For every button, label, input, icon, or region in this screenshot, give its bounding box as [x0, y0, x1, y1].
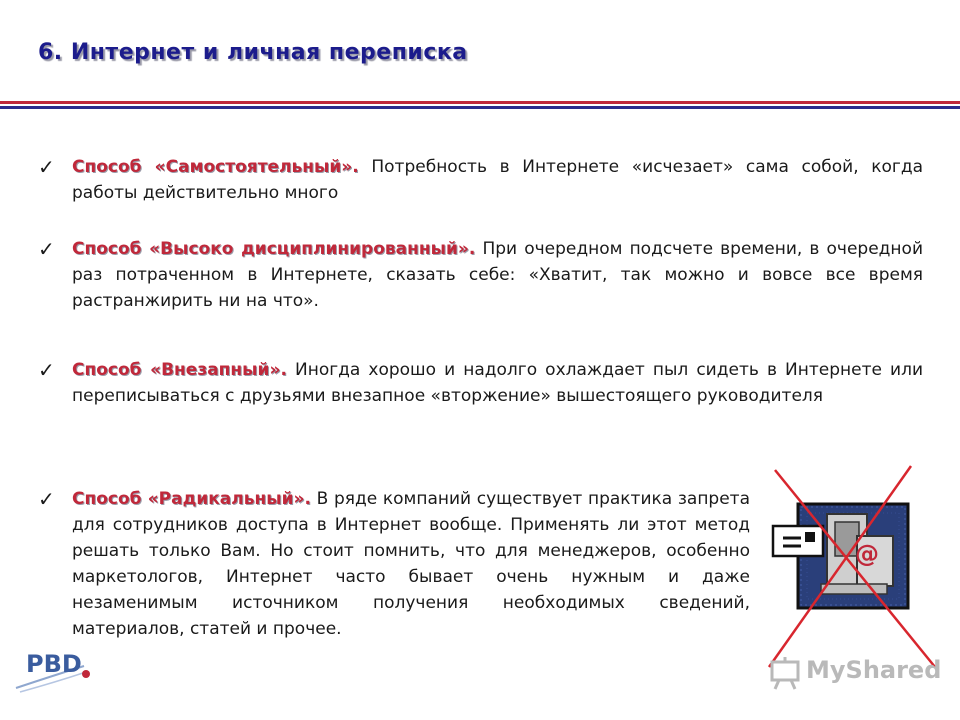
- internet-forbidden-illustration: [765, 462, 945, 672]
- pbd-logo: [12, 636, 92, 696]
- method-label: Способ «Внезапный».: [72, 360, 287, 380]
- list-item-text: [72, 486, 750, 642]
- presentation-icon: [770, 656, 800, 690]
- checkmark-icon: ✓: [38, 358, 55, 382]
- checkmark-icon: ✓: [38, 487, 55, 511]
- title-divider-blue: [0, 106, 960, 109]
- list-item: [38, 236, 923, 314]
- list-item-text: [72, 357, 923, 409]
- method-description: Иногда хорошо и надолго охлаждает пыл сидеть в Интернете или переписываться с друзьями внезапное «вторжение» вышестоящего руководителя: [72, 360, 923, 406]
- list-item-text: [72, 154, 923, 206]
- at-symbol: @: [855, 540, 879, 568]
- slide-title: 6. Интернет и личная переписка: [38, 40, 468, 65]
- title-divider-red: [0, 101, 960, 104]
- list-item-text: [72, 236, 923, 314]
- myshared-watermark: [770, 654, 940, 694]
- method-description: В ряде компаний существует практика запрета для сотрудников доступа в Интернет вообще. Применять ли этот метод решать только Вам. Но стоит помнить, что для менеджеров, особенно маркетологов, Интернет часто бывает очень нужным и даже незаменимым источником получения необходимых сведений, материалов, статей и прочее.: [72, 489, 750, 639]
- envelope-icon: [773, 526, 823, 556]
- method-label: Способ «Радикальный».: [72, 489, 311, 509]
- checkmark-icon: ✓: [38, 155, 55, 179]
- watermark-label: MyShared: [806, 656, 942, 684]
- method-description: Потребность в Интернете «исчезает» сама собой, когда работы действительно много: [72, 157, 923, 203]
- method-label: Способ «Высоко дисциплинированный».: [72, 239, 476, 259]
- method-description: При очередном подсчете времени, в очередной раз потраченном в Интернете, сказать себе: «Хватит, так можно и вовсе все время растранжирить ни на что».: [72, 239, 923, 311]
- list-item: [38, 357, 923, 409]
- list-item: [38, 486, 750, 642]
- checkmark-icon: ✓: [38, 237, 55, 261]
- method-label: Способ «Самостоятельный».: [72, 157, 359, 177]
- pbd-logo-text: PBD: [26, 650, 82, 678]
- list-item: [38, 154, 923, 206]
